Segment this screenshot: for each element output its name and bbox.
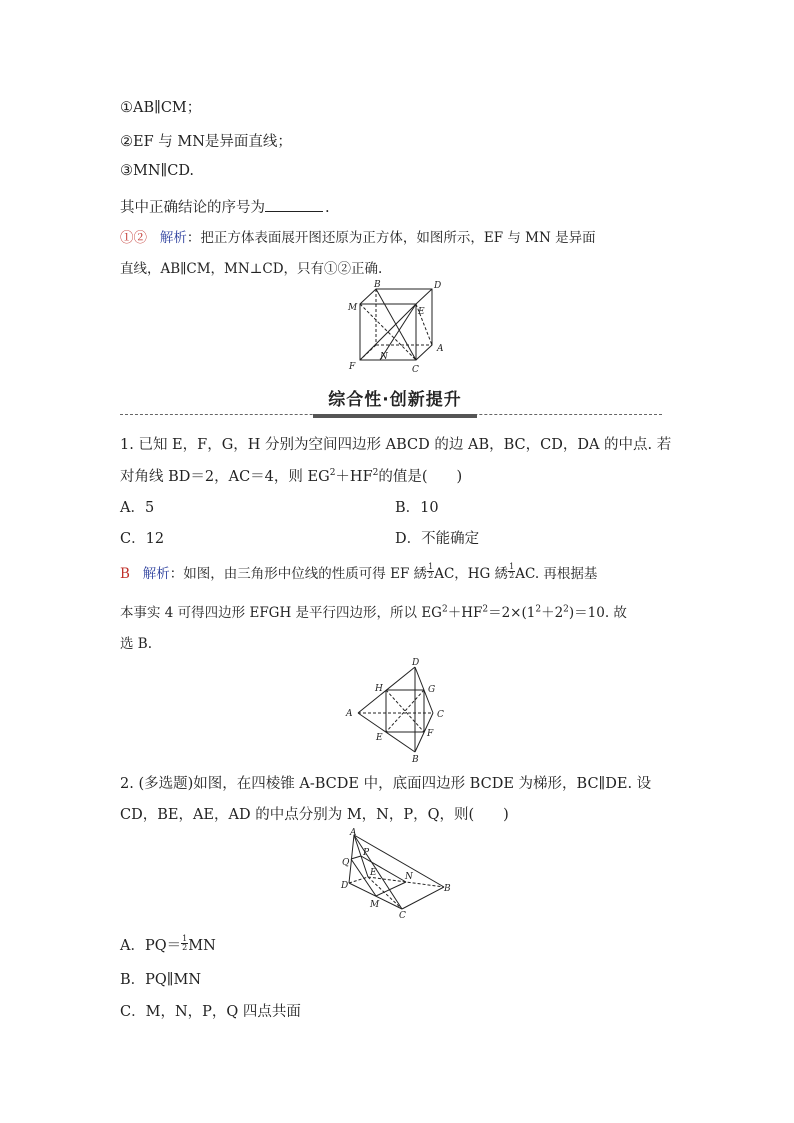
label-A: A [437,344,444,354]
label-C: C [412,365,419,375]
label-M: M [348,303,358,313]
parallel-equal-symbol: 綉 [413,566,428,582]
label-N: N [380,352,388,362]
text: 对角线 BD＝2，AC＝4，则 EG [120,469,330,485]
label-E: E [370,868,377,878]
cube-edge [416,289,432,304]
section-header [120,386,662,416]
label-B: B [412,755,419,765]
segment-PN [361,856,406,882]
label-D: D [434,281,442,291]
numerator: 1 [428,562,434,571]
text: 是异面直线； [204,134,292,150]
label-C: C [399,911,406,921]
edge-CB [402,887,444,909]
edge-AC [354,835,402,909]
segment-QP [351,856,361,859]
text: AC，HG [434,566,491,582]
q1-option-c[interactable]: C．12 [120,531,165,547]
q2-stem-line-1: 2. (多选题)如图，在四棱锥 A-BCDE 中，底面四边形 BCDE 为梯形，BC∥DE. 设 [120,776,652,792]
statement-2 [120,130,292,151]
pyramid-figure [340,827,460,922]
tetrahedron-figure [340,657,455,767]
parallel-equal-symbol: 綉 [494,566,509,582]
text: 与 [158,134,173,150]
label-D: D [412,658,420,668]
superscript: 2 [563,604,569,615]
q1-stem-line-2 [120,465,462,486]
fill-question [120,196,330,217]
label-P: P [363,848,370,858]
cube-figure [340,279,455,379]
q1-explanation-line-1 [120,562,597,583]
fraction-half [181,935,188,952]
q2-stem-line-2: CD，BE，AE，AD 的中点分别为 M，N，P，Q，则( ) [120,807,509,823]
question-text: 其中正确结论的序号为 [120,200,265,216]
answer-1-line-2: 直线，AB∥CM，MN⊥CD，只有①②正确. [120,261,383,277]
text: ＋HF [335,469,373,485]
text: 本事实 4 可得四边形 EFGH 是平行四边形，所以 EG [120,605,442,621]
denominator: 2 [182,942,188,952]
text: ：如图，由三角形中位线的性质可得 EF [169,566,410,582]
answer-blank [265,198,323,212]
diagonal-GE-hidden [386,690,424,732]
denominator: 2 [509,571,515,580]
edge-AB [354,835,444,887]
label-N: N [405,872,413,882]
text: ＋HF [447,605,483,621]
q1-explanation-line-3: 选 B. [120,636,153,652]
label-D: D [341,881,349,891]
period: . [325,200,330,216]
q1-explanation-line-2 [120,601,627,621]
text: AC. 再根据基 [515,566,598,582]
superscript: 2 [441,604,448,615]
label-A: A [346,709,353,719]
label-B: B [374,280,381,290]
label-E: E [418,307,425,317]
answer-key: ①② [120,230,147,246]
superscript: 2 [372,468,379,479]
q1-option-b[interactable]: B．10 [395,500,439,516]
answer-key: B [120,566,130,582]
text: 的值是( ) [378,469,463,485]
label-H: H [375,684,383,694]
q1-option-d[interactable]: D．不能确定 [395,531,480,547]
label-F: F [349,362,356,372]
analysis-label: 解析 [159,230,187,246]
analysis-text: ：把正方体表面展开图还原为正方体，如图所示，EF 与 MN 是异面 [186,230,596,246]
fraction-half [427,563,434,580]
q1-option-a[interactable]: A．5 [120,500,155,516]
denominator: 2 [428,571,434,580]
statement-1: ①AB∥CM； [120,100,202,116]
text: ＋2 [541,605,564,621]
label-G: G [428,685,436,695]
label-Q: Q [342,858,350,868]
label-F: F [427,729,434,739]
section-title: 综合性·创新提升 [313,386,477,418]
label-E: E [376,733,383,743]
text: )＝10. 故 [568,605,627,621]
text: ②EF [120,134,154,150]
statement-3: ③MN∥CD. [120,163,195,179]
analysis-label: 解析 [142,566,170,582]
label-C: C [437,710,444,720]
superscript: 2 [482,604,489,615]
q1-stem-line-1: 1. 已知 E，F，G，H 分别为空间四边形 ABCD 的边 AB，BC，CD，DA 的中点. 若 [120,437,672,453]
text: MN [188,938,216,954]
label-B: B [444,884,451,894]
q2-option-b[interactable]: B．PQ∥MN [120,972,202,988]
text: ＝2×(1 [488,605,536,621]
answer-1-line-1 [120,226,596,246]
q2-option-c[interactable]: C．M，N，P，Q 四点共面 [120,1004,301,1020]
q2-option-a[interactable] [120,934,216,955]
label-M: M [370,900,380,910]
numerator: 1 [182,933,188,943]
text: A．PQ＝ [120,938,182,954]
diagonal-HF-hidden [386,690,424,732]
text: MN [177,134,205,150]
label-A: A [350,828,357,838]
superscript: 2 [329,468,336,479]
fraction-half [508,563,515,580]
superscript: 2 [535,604,542,615]
numerator: 1 [509,562,515,571]
